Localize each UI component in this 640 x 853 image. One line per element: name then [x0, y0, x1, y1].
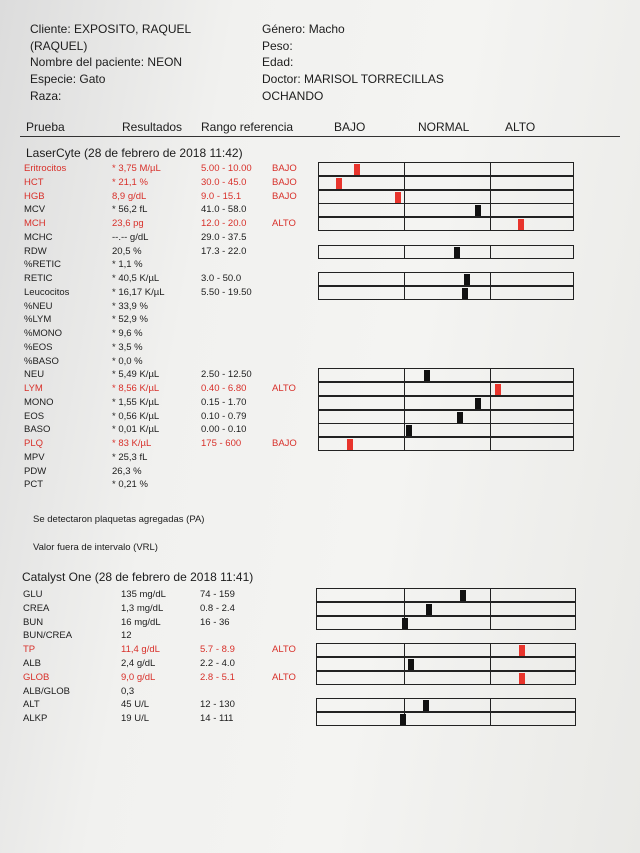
level-bar-divider: [490, 658, 491, 670]
level-bar-divider: [404, 273, 405, 285]
test-result-pdw: 26,3 %: [112, 465, 142, 477]
level-marker-mcv: [475, 205, 481, 216]
level-bar-divider: [490, 191, 491, 203]
doctor-cont: OCHANDO: [262, 89, 324, 103]
test-range-bun: 16 - 36: [200, 616, 230, 628]
note-platelet-aggregates: Se detectaron plaquetas agregadas (PA): [33, 514, 205, 525]
level-bar-divider: [404, 204, 405, 216]
level-marker-retic: [464, 274, 470, 285]
level-bar-retic: [318, 272, 574, 286]
test-result-tp: 11,4 g/dL: [121, 644, 160, 656]
test-flag-hct: BAJO: [272, 176, 297, 188]
level-bar-divider: [490, 397, 491, 409]
test-result-bun: 16 mg/dL: [121, 616, 161, 628]
test-name-alb-glob: ALB/GLOB: [23, 685, 70, 697]
level-marker-baso: [406, 425, 412, 436]
level-bar-divider: [404, 163, 405, 175]
test-range-tp: 5.7 - 8.9: [200, 644, 235, 656]
weight: Peso:: [262, 39, 293, 53]
header-divider: [20, 136, 620, 137]
level-bar-eritrocitos: [318, 162, 574, 176]
test-name-crea: CREA: [23, 602, 50, 614]
level-bar-divider: [404, 438, 405, 450]
level-bar-tp: [316, 643, 576, 657]
test-name-neu: NEU: [24, 369, 45, 381]
test-name-mch: MCH: [24, 218, 46, 229]
level-bar-glu: [316, 588, 576, 602]
test-name-bun-crea: BUN/CREA: [23, 630, 73, 642]
level-bar-mono: [318, 396, 574, 410]
age: Edad:: [262, 55, 294, 69]
test-range-mono: 0.15 - 1.70: [201, 396, 247, 408]
test-name-alkp: ALKP: [23, 713, 48, 725]
col-alto: ALTO: [505, 120, 536, 134]
test-range-hct: 30.0 - 45.0: [201, 176, 247, 188]
test-name-tp: TP: [23, 644, 36, 656]
test-range-eritrocitos: 5.00 - 10.00: [201, 163, 252, 174]
level-bar-divider: [404, 383, 405, 395]
test-result-rdw: 20,5 %: [112, 245, 142, 257]
test-result-mono: * 9,6 %: [112, 328, 143, 339]
test-range-alkp: 14 - 111: [200, 713, 234, 725]
test-result-alkp: 19 U/L: [121, 713, 149, 725]
test-range-mchc: 29.0 - 37.5: [201, 231, 247, 243]
level-bar-divider: [490, 603, 491, 615]
level-bar-crea: [316, 602, 576, 616]
test-name-neu: %NEU: [24, 300, 53, 312]
level-bar-glob: [316, 671, 576, 685]
test-name-mcv: MCV: [24, 204, 46, 216]
test-name-lym: LYM: [24, 383, 43, 394]
level-bar-divider: [490, 177, 491, 189]
level-bar-divider: [404, 603, 405, 615]
test-range-baso: 0.00 - 0.10: [201, 424, 247, 436]
test-result-retic: * 1,1 %: [112, 259, 143, 271]
level-marker-crea: [426, 604, 432, 615]
level-bar-divider: [490, 163, 491, 175]
test-result-eos: * 0,56 K/µL: [112, 410, 160, 422]
test-result-leucocitos: * 16,17 K/µL: [112, 286, 165, 298]
test-name-plq: PLQ: [24, 438, 44, 449]
client-name-cont: (RAQUEL): [30, 39, 88, 53]
level-bar-plq: [318, 437, 574, 451]
level-marker-tp: [519, 645, 525, 656]
test-range-leucocitos: 5.50 - 19.50: [201, 286, 252, 298]
section-title-lasercyte: LaserCyte (28 de febrero de 2018 11:42): [26, 146, 243, 160]
test-flag-glob: ALTO: [272, 671, 296, 683]
level-bar-divider: [404, 369, 405, 381]
test-result-glu: 135 mg/dL: [121, 589, 166, 600]
level-bar-divider: [404, 397, 405, 409]
col-resultados: Resultados: [122, 120, 183, 134]
test-result-crea: 1,3 mg/dL: [121, 602, 164, 614]
test-result-alb-glob: 0,3: [121, 685, 135, 697]
test-name-pdw: PDW: [24, 465, 47, 477]
gender: Género: Macho: [262, 22, 345, 36]
level-bar-lym: [318, 382, 574, 396]
test-name-rdw: RDW: [24, 245, 47, 257]
test-range-alb: 2.2 - 4.0: [200, 658, 235, 669]
test-result-baso: * 0,01 K/µL: [112, 424, 160, 436]
test-range-rdw: 17.3 - 22.0: [201, 245, 247, 257]
test-range-hgb: 9.0 - 15.1: [201, 190, 242, 202]
note-out-of-range: Valor fuera de intervalo (VRL): [33, 542, 158, 553]
level-bar-divider: [404, 287, 405, 299]
level-bar-divider: [490, 246, 491, 258]
level-marker-alt: [423, 700, 429, 711]
test-result-retic: * 40,5 K/µL: [112, 273, 160, 284]
test-range-mcv: 41.0 - 58.0: [201, 204, 247, 216]
level-bar-divider: [404, 177, 405, 189]
client-name: Cliente: EXPOSITO, RAQUEL: [30, 22, 192, 36]
test-result-mpv: * 25,3 fL: [112, 451, 148, 463]
level-bar-divider: [490, 644, 491, 656]
level-marker-plq: [347, 439, 353, 450]
level-marker-glu: [460, 590, 466, 601]
test-name-bun: BUN: [23, 616, 44, 628]
test-result-eos: * 3,5 %: [112, 341, 143, 353]
col-prueba: Prueba: [26, 120, 65, 134]
test-name-alb: ALB: [23, 658, 41, 669]
test-name-retic: RETIC: [24, 273, 53, 284]
test-range-lym: 0.40 - 6.80: [201, 383, 247, 394]
test-flag-tp: ALTO: [272, 644, 296, 656]
level-bar-divider: [490, 411, 491, 423]
test-result-lym: * 8,56 K/µL: [112, 383, 160, 394]
test-name-eos: EOS: [24, 410, 45, 422]
test-result-mchc: --.-- g/dL: [112, 231, 149, 243]
test-name-mono: %MONO: [24, 328, 62, 339]
level-bar-divider: [490, 204, 491, 216]
breed: Raza:: [30, 89, 62, 103]
level-marker-mch: [518, 219, 524, 230]
species: Especie: Gato: [30, 72, 106, 86]
test-range-eos: 0.10 - 0.79: [201, 410, 247, 422]
test-result-mch: 23,6 pg: [112, 218, 144, 229]
test-flag-plq: BAJO: [272, 438, 297, 449]
test-flag-lym: ALTO: [272, 383, 296, 394]
level-bar-neu: [318, 368, 574, 382]
test-name-pct: PCT: [24, 479, 43, 491]
test-flag-mch: ALTO: [272, 218, 296, 229]
test-flag-eritrocitos: BAJO: [272, 163, 297, 174]
level-bar-divider: [490, 383, 491, 395]
col-rango: Rango referencia: [201, 120, 294, 134]
patient-name: Nombre del paciente: NEON: [30, 55, 183, 69]
level-marker-eos: [457, 412, 463, 423]
level-marker-bun: [402, 618, 408, 629]
level-bar-alt: [316, 698, 576, 712]
test-name-retic: %RETIC: [24, 259, 61, 271]
test-name-hgb: HGB: [24, 190, 45, 202]
test-name-glob: GLOB: [23, 671, 50, 683]
col-bajo: BAJO: [334, 120, 366, 134]
level-bar-divider: [490, 438, 491, 450]
level-bar-divider: [404, 658, 405, 670]
level-marker-alkp: [400, 714, 406, 725]
col-normal: NORMAL: [418, 120, 470, 134]
test-name-eritrocitos: Eritrocitos: [24, 163, 67, 174]
level-bar-divider: [404, 218, 405, 230]
level-marker-eritrocitos: [354, 164, 360, 175]
level-bar-divider: [490, 672, 491, 684]
level-bar-divider: [404, 644, 405, 656]
test-result-hct: * 21,1 %: [112, 176, 148, 188]
level-bar-leucocitos: [318, 286, 574, 300]
level-bar-divider: [490, 424, 491, 436]
level-bar-divider: [404, 411, 405, 423]
test-name-glu: GLU: [23, 589, 43, 600]
test-result-glob: 9,0 g/dL: [121, 671, 156, 683]
level-bar-divider: [490, 369, 491, 381]
test-result-mono: * 1,55 K/µL: [112, 396, 160, 408]
level-marker-alb: [408, 659, 414, 670]
level-bar-divider: [490, 713, 491, 725]
level-bar-baso: [318, 423, 574, 437]
level-bar-divider: [490, 287, 491, 299]
test-range-plq: 175 - 600: [201, 438, 242, 449]
level-bar-eos: [318, 410, 574, 424]
test-result-alt: 45 U/L: [121, 699, 149, 711]
test-name-mono: MONO: [24, 396, 54, 408]
test-result-eritrocitos: * 3,75 M/µL: [112, 163, 161, 174]
test-result-baso: * 0,0 %: [112, 355, 143, 367]
level-bar-divider: [490, 218, 491, 230]
test-result-plq: * 83 K/µL: [112, 438, 152, 449]
level-bar-divider: [404, 246, 405, 258]
test-flag-hgb: BAJO: [272, 190, 297, 202]
level-bar-mch: [318, 217, 574, 231]
level-bar-divider: [490, 699, 491, 711]
test-name-baso: BASO: [24, 424, 51, 436]
doctor: Doctor: MARISOL TORRECILLAS: [262, 72, 444, 86]
level-bar-divider: [404, 672, 405, 684]
test-result-mcv: * 56,2 fL: [112, 204, 148, 216]
test-result-alb: 2,4 g/dL: [121, 658, 156, 669]
test-range-mch: 12.0 - 20.0: [201, 218, 247, 229]
level-marker-leucocitos: [462, 288, 468, 299]
level-bar-divider: [490, 273, 491, 285]
level-bar-divider: [404, 699, 405, 711]
test-range-glu: 74 - 159: [200, 589, 235, 600]
test-name-alt: ALT: [23, 699, 40, 711]
section-title-catalyst: Catalyst One (28 de febrero de 2018 11:41): [22, 570, 254, 584]
level-marker-lym: [495, 384, 501, 395]
test-result-lym: * 52,9 %: [112, 314, 148, 326]
test-result-bun-crea: 12: [121, 630, 132, 642]
level-bar-alb: [316, 657, 576, 671]
test-name-mpv: MPV: [24, 451, 45, 463]
level-bar-divider: [490, 589, 491, 601]
level-bar-divider: [490, 617, 491, 629]
level-bar-bun: [316, 616, 576, 630]
test-range-retic: 3.0 - 50.0: [201, 273, 242, 284]
test-name-mchc: MCHC: [24, 231, 53, 243]
test-name-baso: %BASO: [24, 355, 59, 367]
test-result-pct: * 0,21 %: [112, 479, 148, 491]
level-marker-hgb: [395, 192, 401, 203]
test-name-leucocitos: Leucocitos: [24, 286, 70, 298]
test-name-eos: %EOS: [24, 341, 53, 353]
level-marker-neu: [424, 370, 430, 381]
test-range-alt: 12 - 130: [200, 699, 235, 711]
test-result-hgb: 8,9 g/dL: [112, 190, 147, 202]
level-bar-hct: [318, 176, 574, 190]
level-bar-divider: [404, 424, 405, 436]
test-range-crea: 0.8 - 2.4: [200, 602, 235, 614]
test-result-neu: * 5,49 K/µL: [112, 369, 160, 381]
level-marker-mono: [475, 398, 481, 409]
level-marker-rdw: [454, 247, 460, 258]
test-range-glob: 2.8 - 5.1: [200, 671, 235, 683]
test-name-lym: %LYM: [24, 314, 52, 326]
level-marker-glob: [519, 673, 525, 684]
level-bar-alkp: [316, 712, 576, 726]
test-name-hct: HCT: [24, 176, 44, 188]
level-marker-hct: [336, 178, 342, 189]
test-result-neu: * 33,9 %: [112, 300, 148, 312]
level-bar-hgb: [318, 190, 574, 204]
level-bar-mcv: [318, 203, 574, 217]
level-bar-rdw: [318, 245, 574, 259]
test-range-neu: 2.50 - 12.50: [201, 369, 252, 381]
level-bar-divider: [404, 191, 405, 203]
level-bar-divider: [404, 589, 405, 601]
